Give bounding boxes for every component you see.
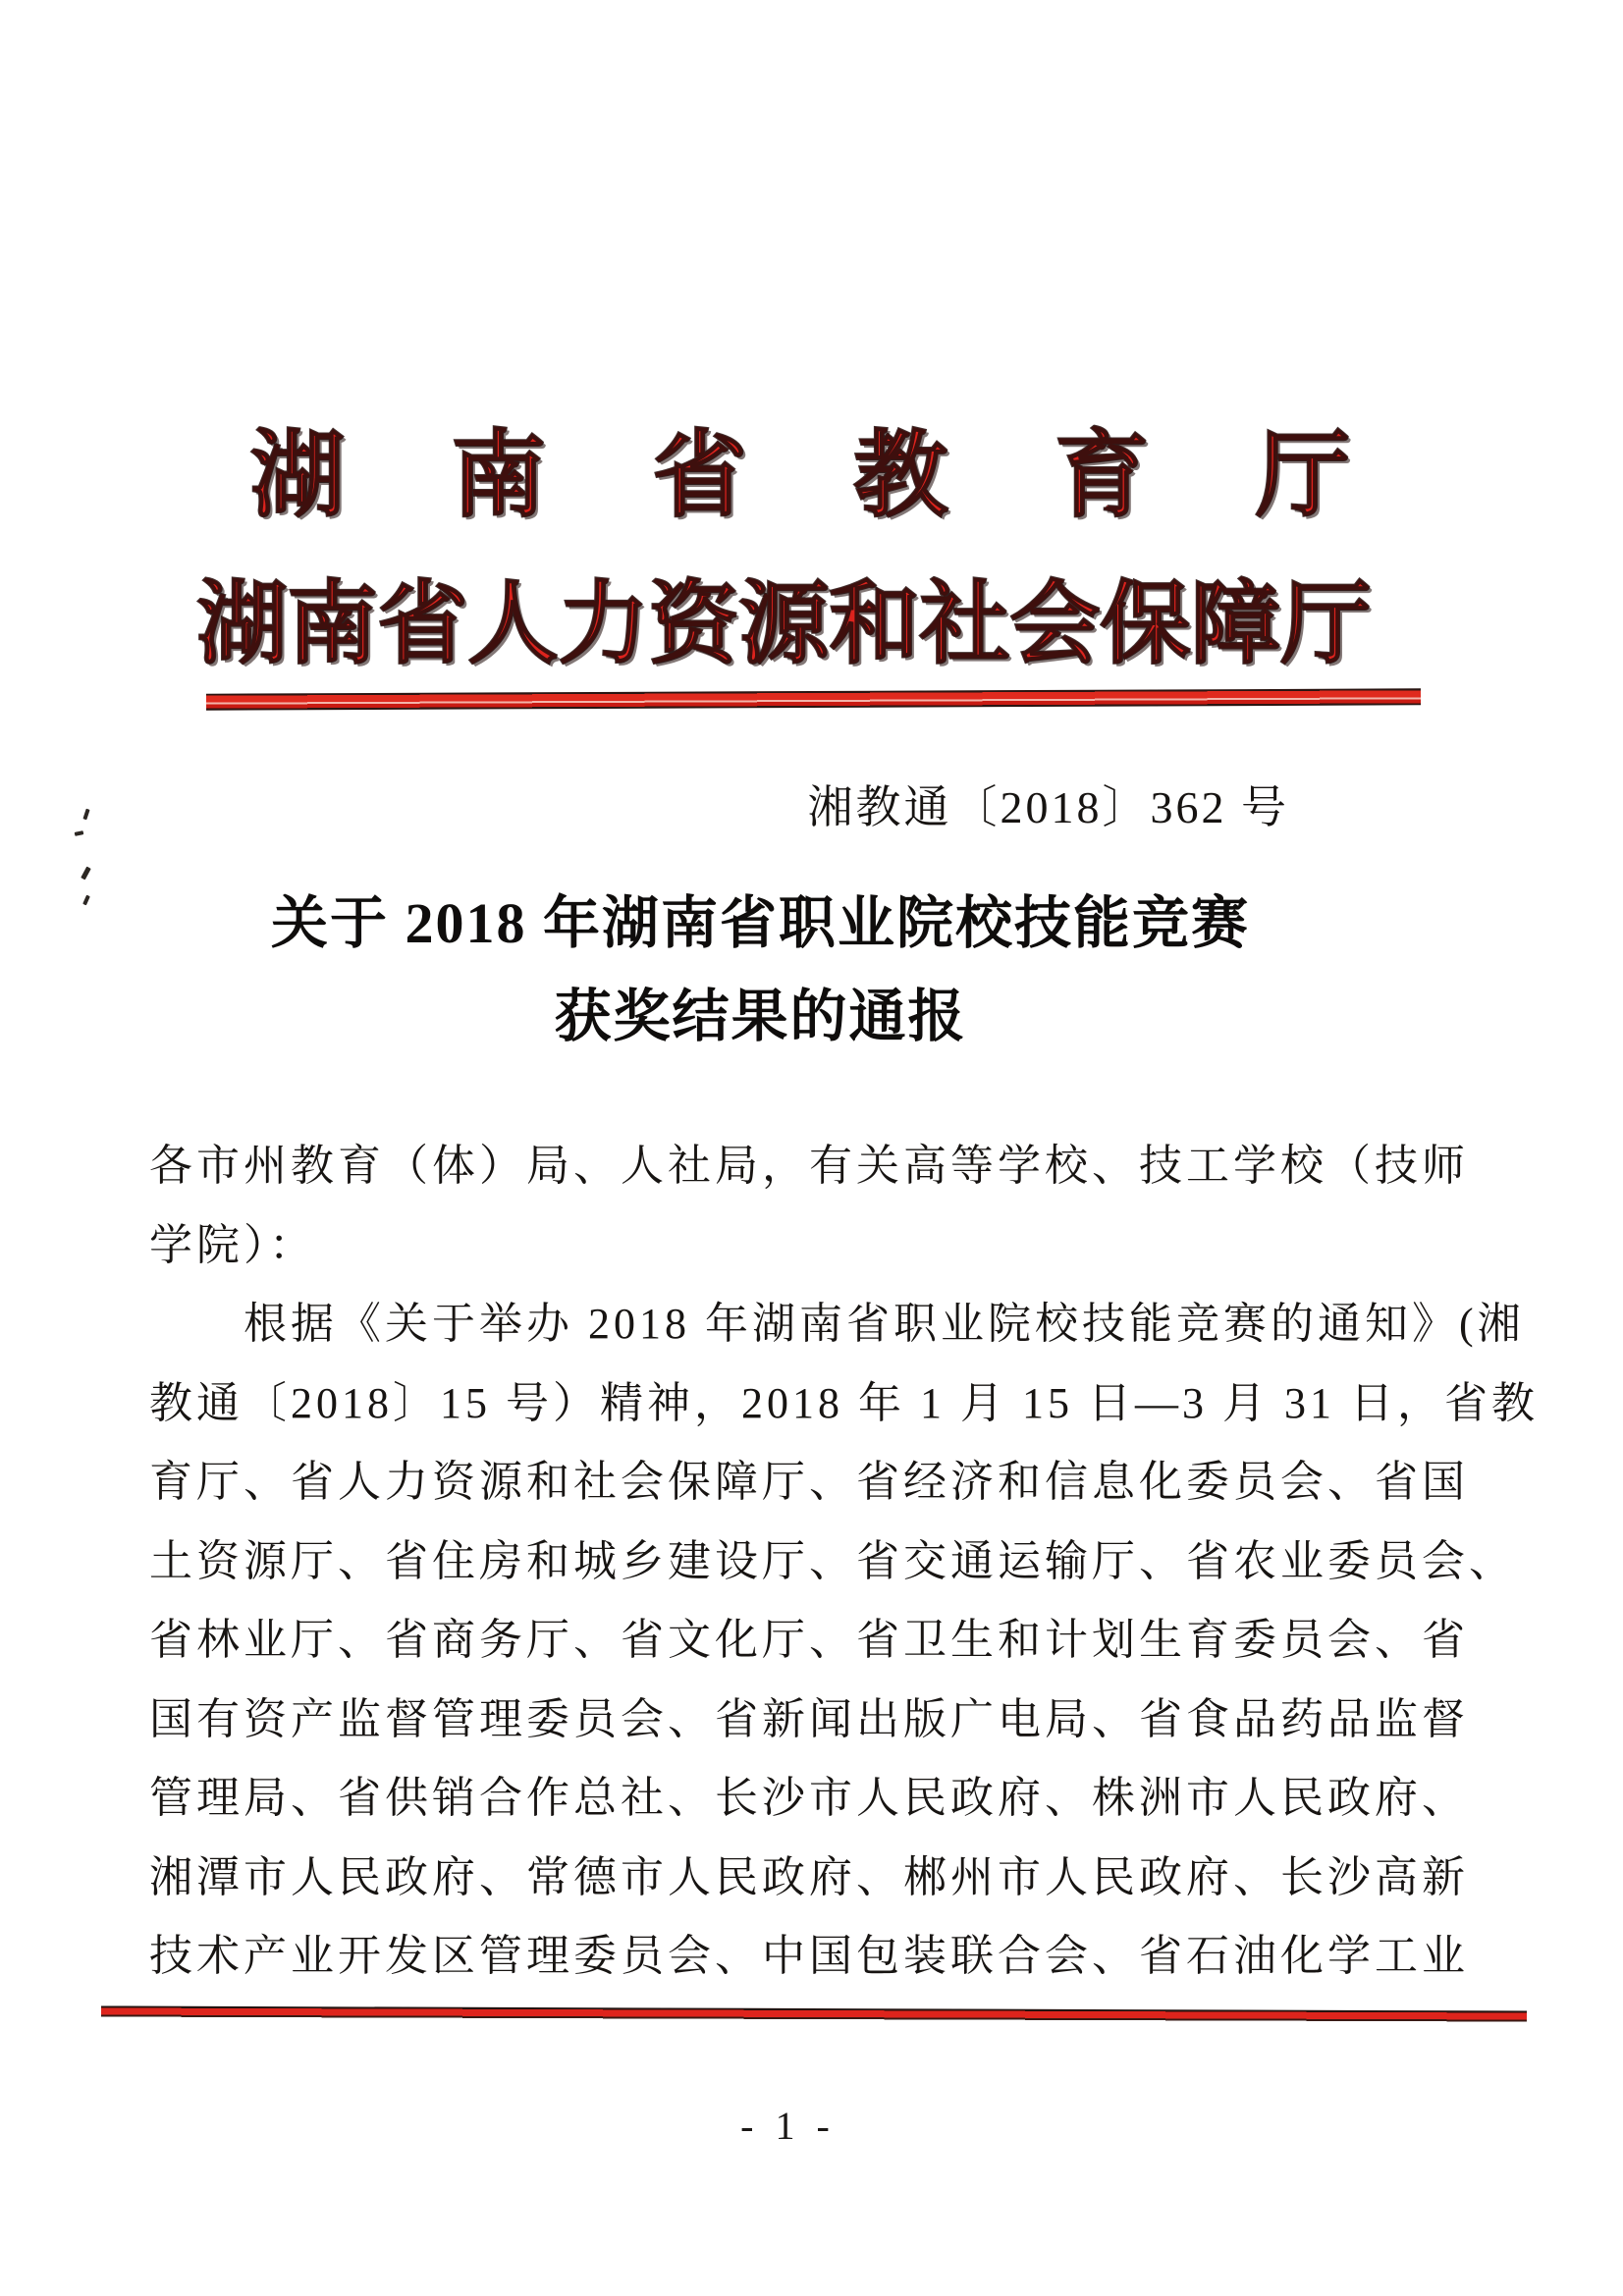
letterhead-double-rule <box>206 688 1421 710</box>
paragraph-line: 省林业厅、省商务厅、省文化厅、省卫生和计划生育委员会、省 <box>149 1616 1469 1664</box>
paragraph-line: 技术产业开发区管理委员会、中国包装联合会、省石油化学工业 <box>149 1932 1469 1980</box>
page-number: - 1 - <box>740 2104 836 2148</box>
document-title-line-2: 获奖结果的通报 <box>554 985 967 1048</box>
paragraph-line: 管理局、省供销合作总社、长沙市人民政府、株洲市人民政府、 <box>149 1774 1469 1822</box>
salutation-line: 各市州教育（体）局、人社局，有关高等学校、技工学校（技师 <box>149 1142 1469 1190</box>
paragraph-line: 育厅、省人力资源和社会保障厅、省经济和信息化委员会、省国 <box>149 1458 1469 1506</box>
document-title-line-1: 关于 2018 年湖南省职业院校技能竞赛 <box>270 891 1250 955</box>
letterhead-line-1-text: 湖 南 省 教 育 厅 <box>250 423 1350 528</box>
scan-speck <box>82 809 89 821</box>
paragraph-line: 根据《关于举办 2018 年湖南省职业院校技能竞赛的通知》(湘 <box>243 1300 1525 1348</box>
paragraph-line: 土资源厅、省住房和城乡建设厅、省交通运输厅、省农业委员会、 <box>149 1536 1516 1585</box>
paragraph-line: 湘潭市人民政府、常德市人民政府、郴州市人民政府、长沙高新 <box>149 1852 1469 1901</box>
document-body <box>149 1127 1539 1997</box>
letterhead-line-2: 湖南省人力资源和社会保障厅 <box>196 574 1372 674</box>
paragraph-line: 国有资产监督管理委员会、省新闻出版广电局、省食品药品监督 <box>149 1694 1469 1743</box>
scan-speck <box>75 830 84 836</box>
salutation-line: 学院）： <box>149 1220 316 1269</box>
document-number: 湘教通〔2018〕362 号 <box>807 782 1289 832</box>
letterhead-line-1 <box>250 400 1350 535</box>
footer-rule <box>101 2005 1527 2022</box>
paragraph-line: 教通〔2018〕15 号）精神，2018 年 1 月 15 日—3 月 31 日，省教 <box>149 1378 1539 1427</box>
